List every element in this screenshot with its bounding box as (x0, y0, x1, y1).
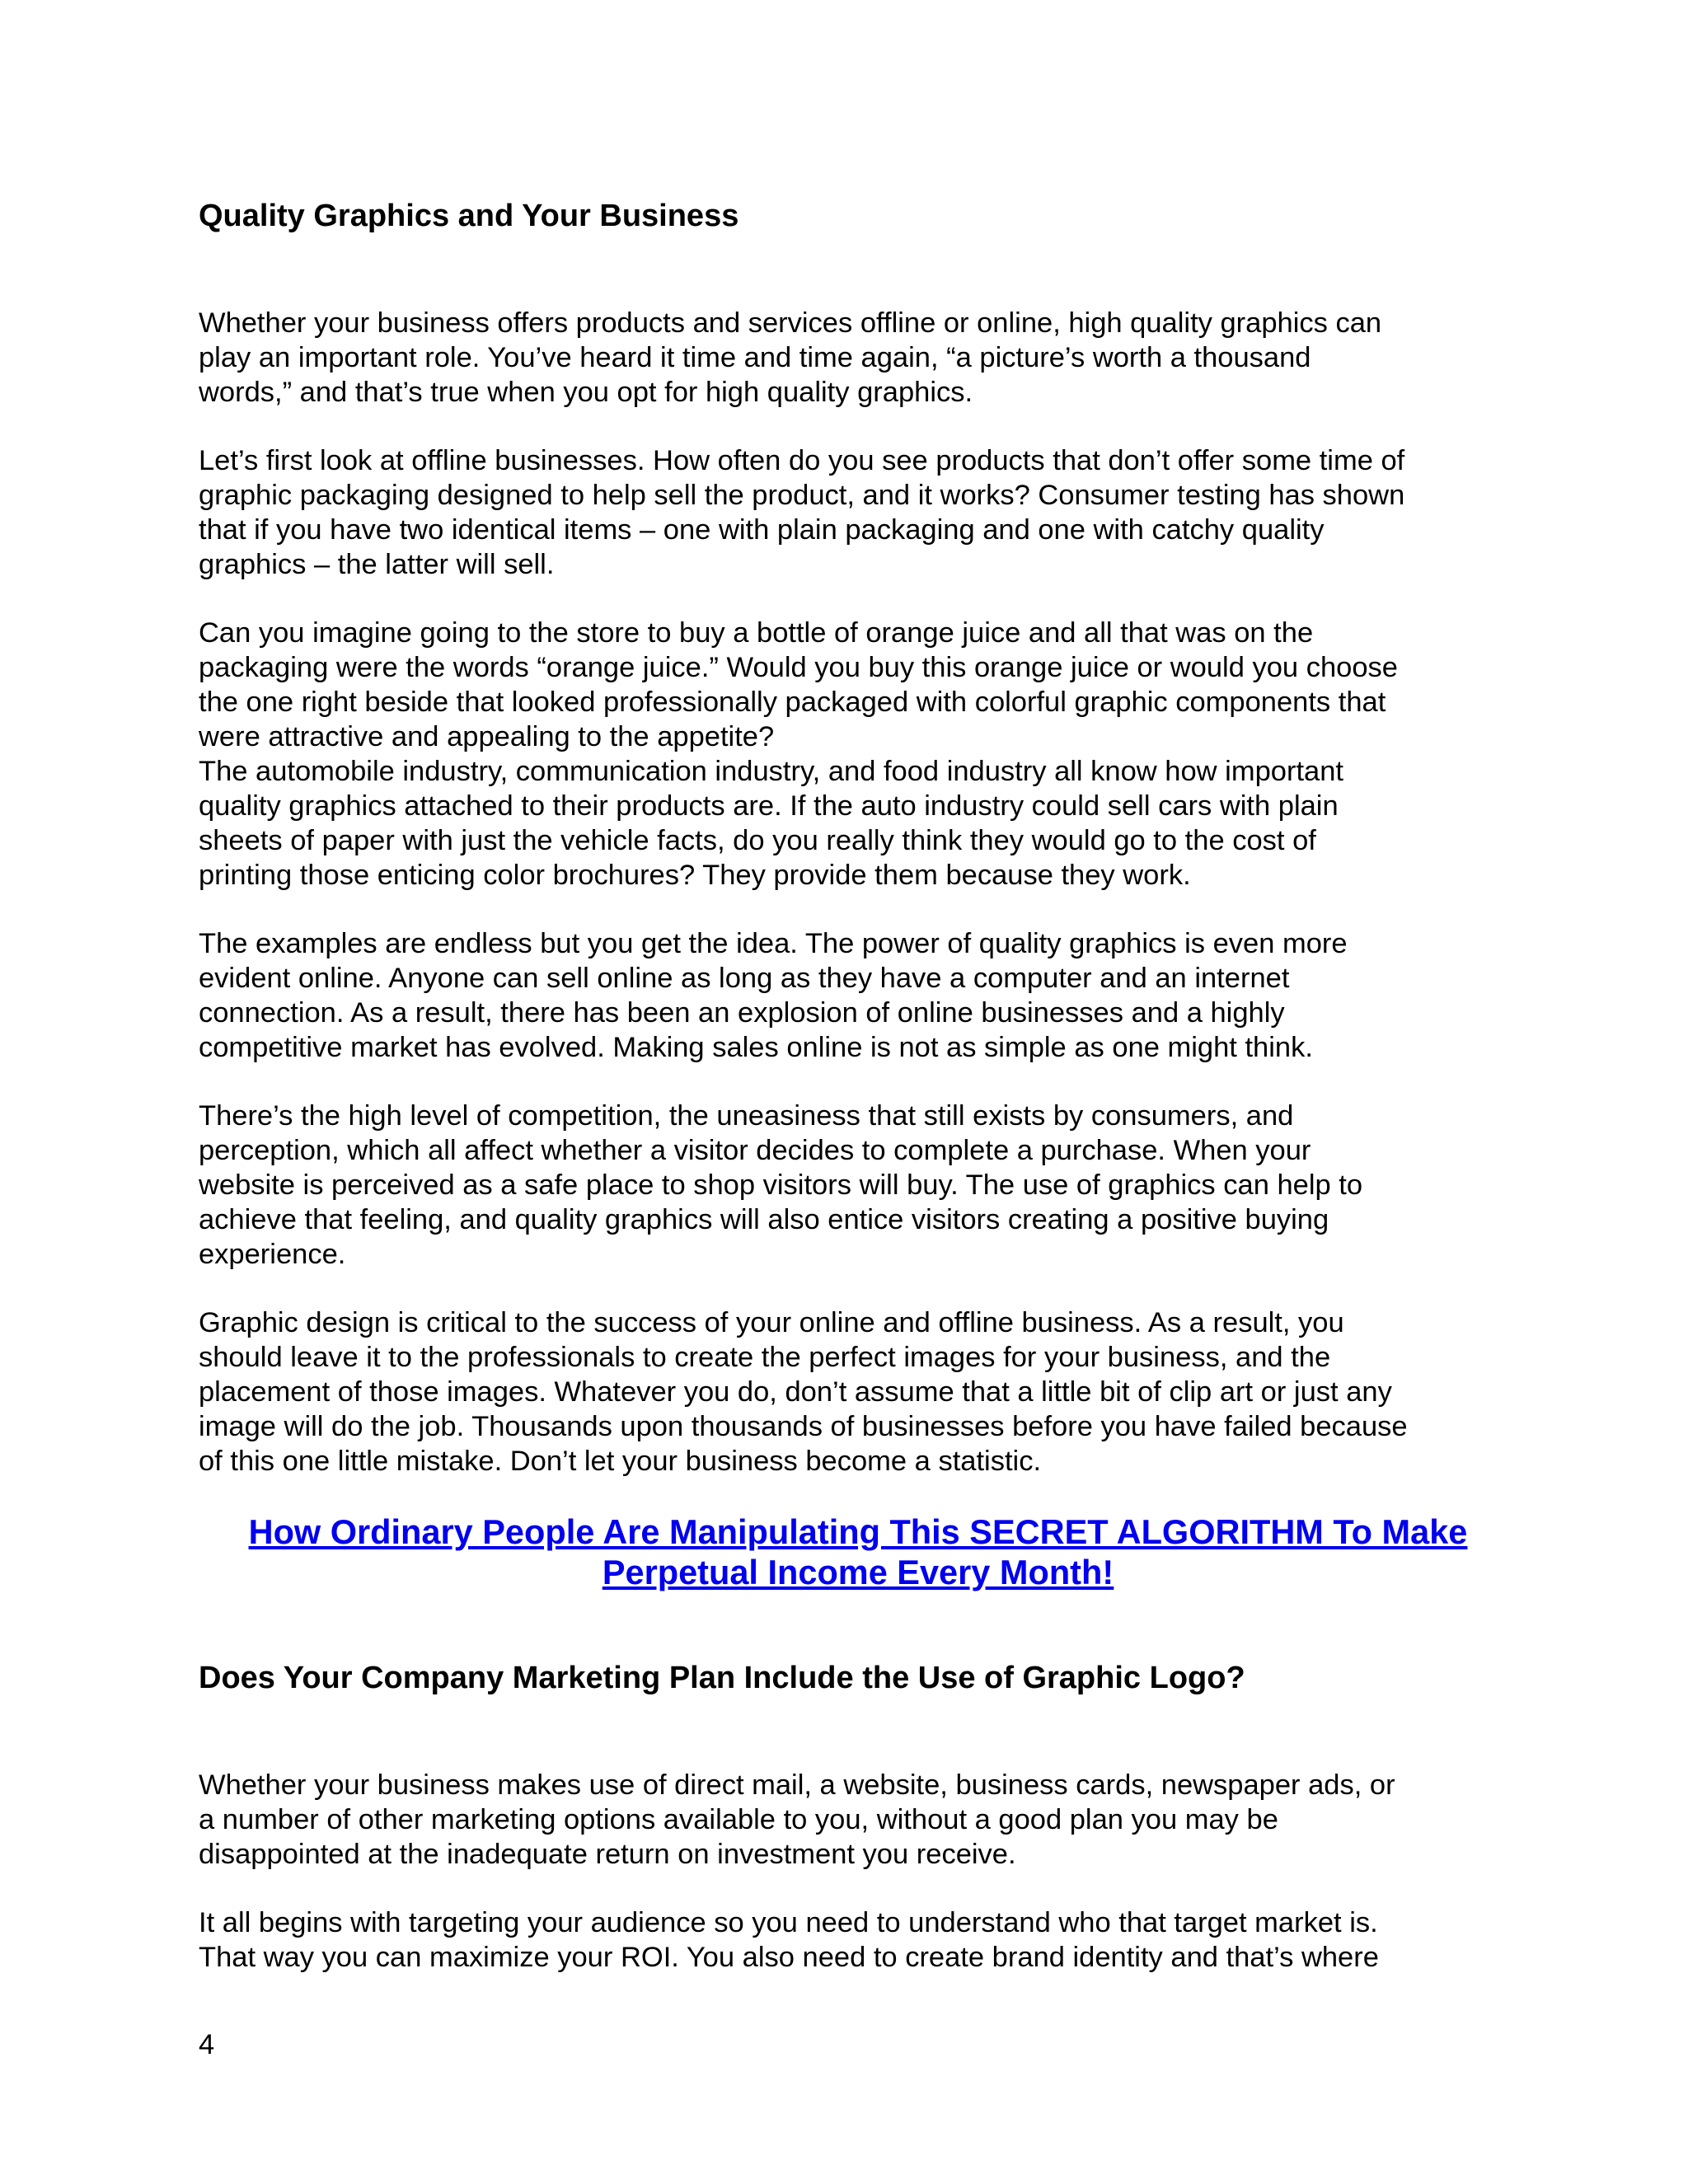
text-line: were attractive and appealing to the appetite? (199, 721, 775, 752)
text-line: play an important role. You’ve heard it time and time again, “a picture’s worth a thousand (199, 342, 1311, 373)
promo-link-line[interactable]: How Ordinary People Are Manipulating This SECRET ALGORITHM To Make (248, 1512, 1468, 1551)
paragraph-intro (199, 306, 1517, 410)
spacer (199, 1592, 1517, 1658)
paragraph-marketing-options (199, 1768, 1517, 1872)
spacer (199, 1065, 1517, 1099)
promo-link-line[interactable]: Perpetual Income Every Month! (602, 1553, 1114, 1591)
text-line: should leave it to the professionals to create the perfect images for your business, and the (199, 1342, 1331, 1373)
paragraph-graphic-design (199, 1305, 1517, 1479)
paragraph-offline-businesses (199, 443, 1517, 582)
text-line: Whether your business makes use of direct mail, a website, business cards, newspaper ads, or (199, 1769, 1395, 1801)
section-heading-quality-graphics: Quality Graphics and Your Business (199, 199, 739, 233)
text-line: quality graphics attached to their products are. If the auto industry could sell cars with plain (199, 790, 1339, 822)
page-content (199, 196, 1517, 1975)
text-line: That way you can maximize your ROI. You also need to create brand identity and that’s where (199, 1942, 1379, 1973)
paragraph-competition (199, 1099, 1517, 1272)
paragraph-target-audience (199, 1905, 1517, 1975)
text-line: words,” and that’s true when you opt for high quality graphics. (199, 377, 973, 408)
text-line: Graphic design is critical to the success of your online and offline business. As a result, you (199, 1307, 1344, 1338)
text-line: graphic packaging designed to help sell the product, and it works? Consumer testing has shown (199, 480, 1405, 511)
text-line: packaging were the words “orange juice.” Would you buy this orange juice or would you choose (199, 652, 1398, 683)
text-line: competitive market has evolved. Making sales online is not as simple as one might think. (199, 1032, 1313, 1063)
text-line: a number of other marketing options available to you, without a good plan you may be (199, 1804, 1278, 1835)
text-line: Whether your business offers products and services offline or online, high quality graphics can (199, 307, 1382, 339)
text-line: graphics – the latter will sell. (199, 549, 555, 580)
spacer (199, 582, 1517, 616)
text-line: There’s the high level of competition, the uneasiness that still exists by consumers, and (199, 1100, 1294, 1132)
text-line: experience. (199, 1239, 346, 1270)
text-line: The automobile industry, communication industry, and food industry all know how important (199, 756, 1343, 787)
text-line: the one right beside that looked professionally packaged with colorful graphic components that (199, 687, 1386, 718)
spacer (199, 410, 1517, 443)
paragraph-orange-juice (199, 616, 1517, 893)
text-line: printing those enticing color brochures? They provide them because they work. (199, 860, 1191, 891)
text-line: image will do the job. Thousands upon thousands of businesses before you have failed because (199, 1411, 1408, 1442)
text-line: It all begins with targeting your audience so you need to understand who that target market is. (199, 1907, 1378, 1938)
text-line: Let’s first look at offline businesses. How often do you see products that don’t offer some time of (199, 445, 1405, 476)
text-line: that if you have two identical items – one with plain packaging and one with catchy quality (199, 514, 1325, 546)
spacer (199, 1479, 1517, 1511)
text-line: Can you imagine going to the store to buy a bottle of orange juice and all that was on the (199, 617, 1314, 649)
paragraph-examples (199, 926, 1517, 1065)
spacer (199, 236, 1517, 306)
spacer (199, 1872, 1517, 1905)
text-line: placement of those images. Whatever you do, don’t assume that a little bit of clip art or just any (199, 1376, 1392, 1408)
page-number: 4 (199, 2029, 215, 2060)
text-line: perception, which all affect whether a visitor decides to complete a purchase. When your (199, 1135, 1311, 1166)
promo-link[interactable] (199, 1511, 1517, 1592)
section-heading-marketing-plan: Does Your Company Marketing Plan Include the Use of Graphic Logo? (199, 1661, 1245, 1695)
text-line: The examples are endless but you get the idea. The power of quality graphics is even more (199, 928, 1348, 959)
text-line: achieve that feeling, and quality graphics will also entice visitors creating a positive buying (199, 1204, 1329, 1235)
text-line: sheets of paper with just the vehicle facts, do you really think they would go to the cost of (199, 825, 1316, 856)
text-line: connection. As a result, there has been an explosion of online businesses and a highly (199, 997, 1285, 1029)
spacer (199, 1272, 1517, 1305)
text-line: evident online. Anyone can sell online as long as they have a computer and an internet (199, 963, 1290, 994)
spacer (199, 1698, 1517, 1768)
spacer (199, 893, 1517, 926)
text-line: website is perceived as a safe place to shop visitors will buy. The use of graphics can help to (199, 1169, 1363, 1201)
text-line: disappointed at the inadequate return on investment you receive. (199, 1839, 1016, 1870)
text-line: of this one little mistake. Don’t let your business become a statistic. (199, 1446, 1042, 1477)
